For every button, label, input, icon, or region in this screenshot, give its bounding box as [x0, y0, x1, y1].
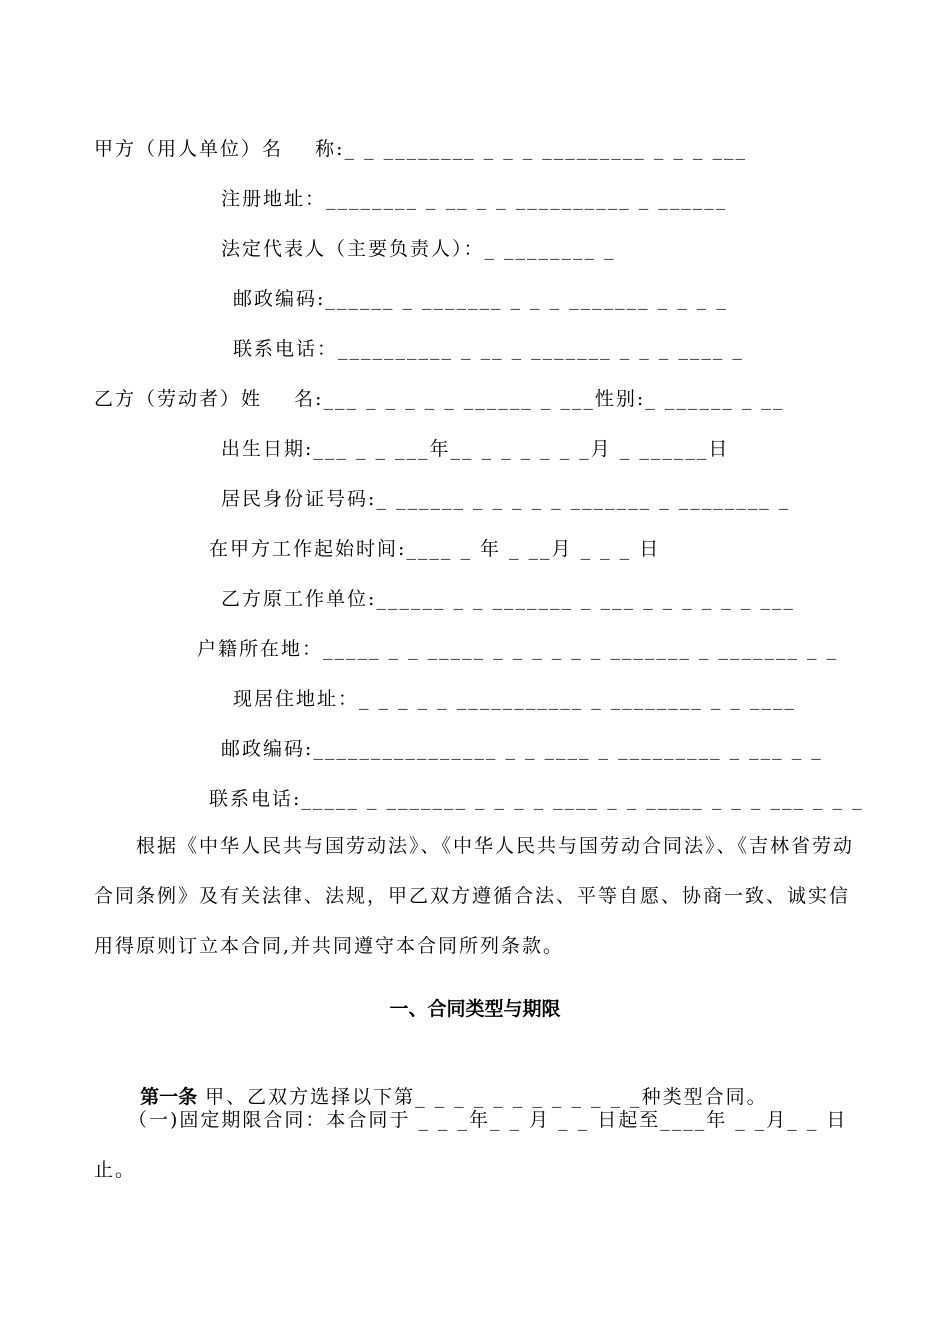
- party-b-phone-line: 联系电话:_____ _ _______ _ _ _ _ ____ _ _ _____ _ _ _ ___ _ _ _: [209, 788, 864, 810]
- party-a-phone-line: 联系电话：__________ _ __ _ _______ _ _ _ ____ _: [233, 338, 744, 360]
- party-b-residence-line: 现居住地址：_ _ _ _ _ ___________ _ ________ _ _ ____: [233, 688, 796, 710]
- article-1-text: 甲、乙双方选择以下第_ _ _ _ _ _ _ _ _ _ _ _种类型合同。: [197, 1086, 768, 1108]
- preamble-paragraph: 根据《中华人民共与国劳动法》、《中华人民共与国劳动合同法》、《吉林省劳动合同条例》及有关法律、法规，甲乙双方遵循合法、平等自愿、协商一致、诚实信用得原则订立本合同,并共同遵守本合同所列条款。: [94, 835, 855, 957]
- party-a-address-line: 注册地址：________ _ __ _ _ __________ _ ______: [221, 188, 728, 210]
- party-b-postcode-line: 邮政编码:________________ _ _ ____ _ _________ _ ___ _ _: [221, 738, 823, 760]
- section-title: 一、合同类型与期限: [389, 998, 561, 1020]
- party-b-start-line: 在甲方工作起始时间:____ _ 年 _ __月 _ _ _ 日: [209, 538, 661, 560]
- party-b-birth-line: 出生日期:___ _ _ ___年__ _ _ _ _ _ _月 _ ______日: [221, 438, 730, 460]
- party-a-representative-line: 法定代表人（主要负责人）：_ ________ _: [221, 238, 616, 260]
- party-a-name-line: 甲方（用人单位）名 称:_ _ ________ _ _ _ _________ _ _ _ ___: [94, 138, 747, 160]
- clause-1-paragraph: （一)固定期限合同：本合同于 _ _ _年_ _ 月 _ _ 日起至____年 _ _月_ _ 日止。: [94, 1109, 848, 1181]
- article-1-lead: 第一条: [140, 1086, 198, 1108]
- party-b-id-line: 居民身份证号码:_ ______ _ _ _ _ _ _______ _ ________ _: [221, 488, 791, 510]
- party-b-original-unit-line: 乙方原工作单位:______ _ _ _______ _ ___ _ _ _ _ _ _ ___: [221, 588, 795, 610]
- party-b-name-line: 乙方（劳动者）姓 名:___ _ _ _ _ _ ______ _ ___性别:_ ______ _ __: [94, 388, 785, 410]
- party-a-postcode-line: 邮政编码:______ _ _______ _ _ _ _______ _ _ _ _: [233, 288, 728, 310]
- party-b-hukou-line: 户籍所在地：_____ _ _ _____ _ _ _ _ _ _ _______ _ _______ _ _: [197, 638, 839, 660]
